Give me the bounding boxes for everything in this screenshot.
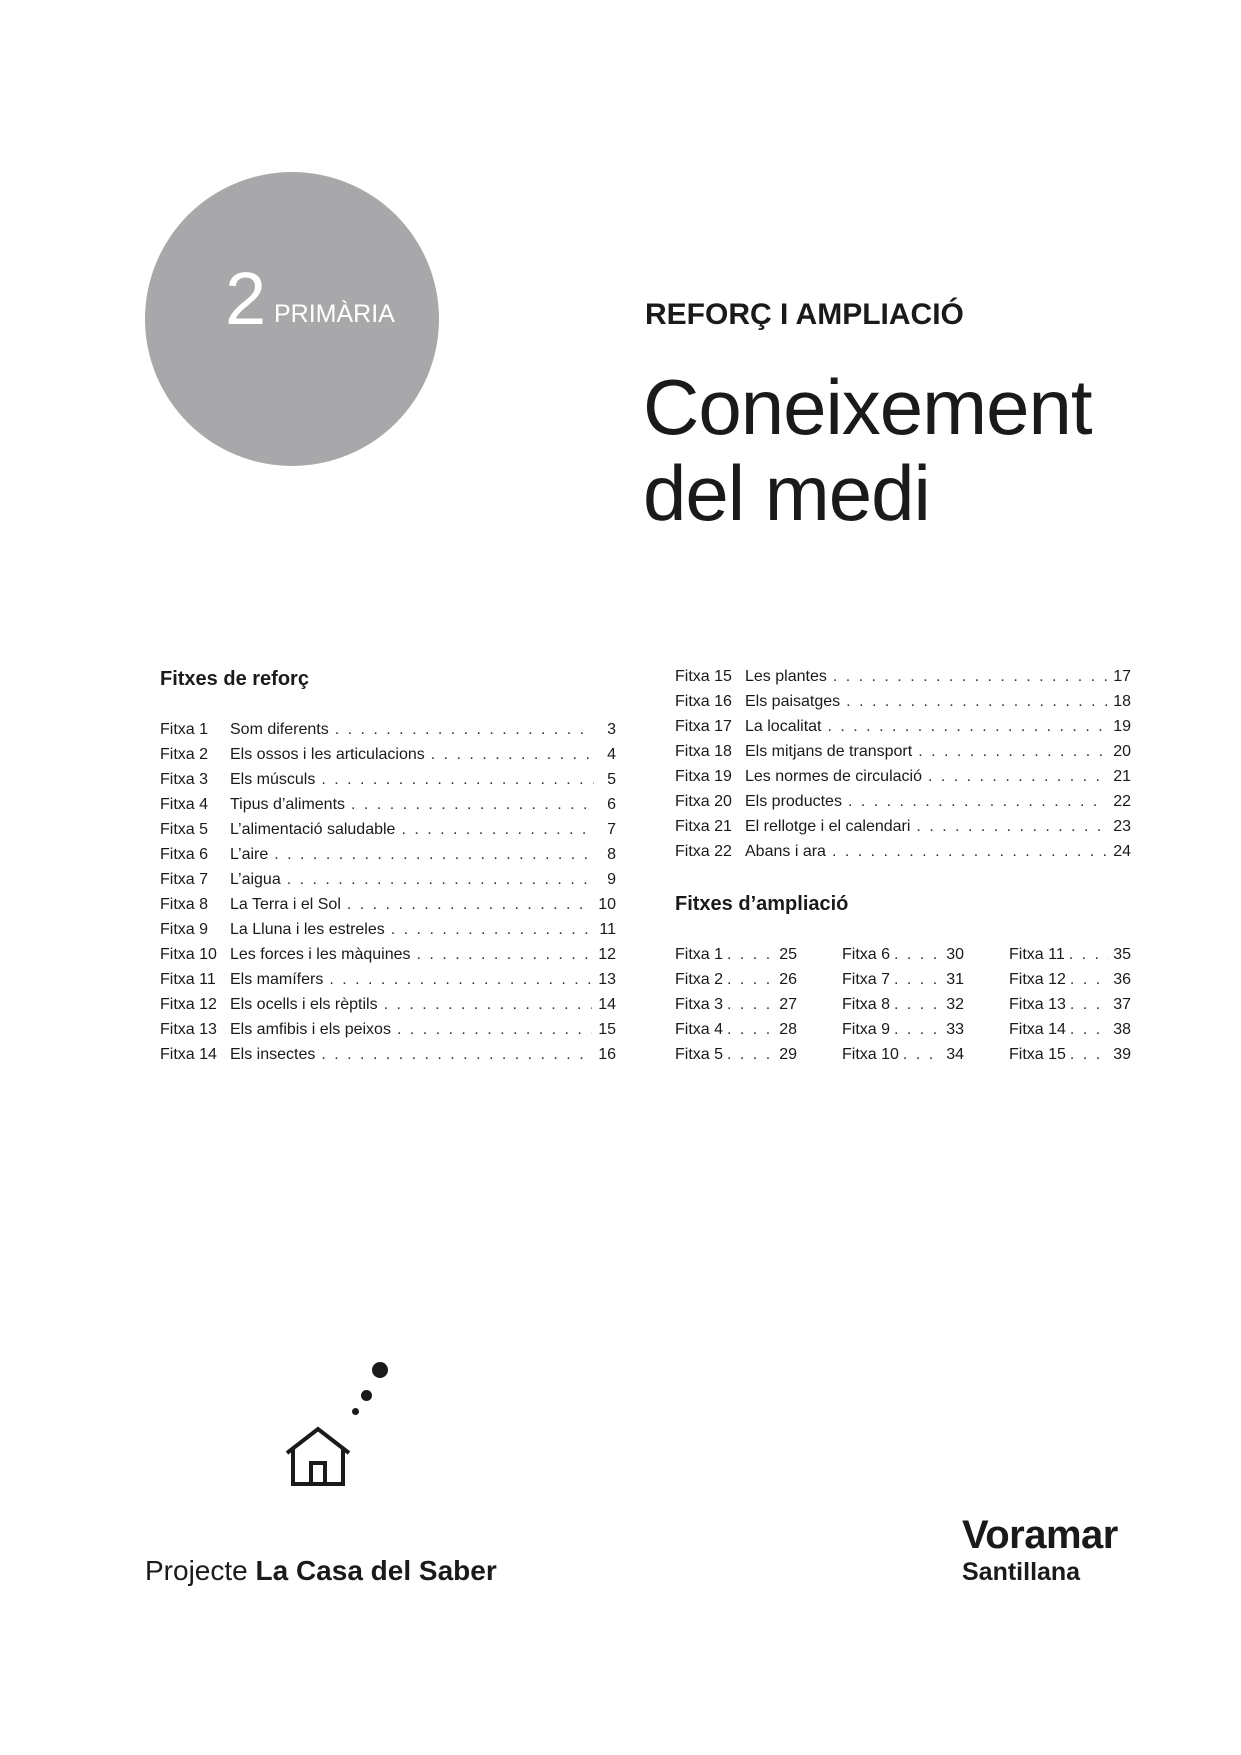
toc-fitxa-number: Fitxa 14 (1009, 1021, 1066, 1038)
toc-row (842, 992, 964, 1017)
toc-fitxa-title: Els productes (745, 793, 842, 810)
toc-fitxa-number: Fitxa 13 (1009, 996, 1066, 1013)
toc-row (842, 1042, 964, 1067)
toc-row (160, 817, 616, 842)
ampliacio-list-col-3 (1009, 942, 1131, 1067)
toc-page-number: 34 (946, 1046, 964, 1063)
toc-row (160, 767, 616, 792)
toc-fitxa-number: Fitxa 14 (160, 1046, 217, 1063)
toc-page-number: 26 (779, 971, 797, 988)
toc-page-number: 15 (598, 1021, 616, 1038)
toc-fitxa-number: Fitxa 19 (675, 768, 732, 785)
toc-row (675, 664, 1131, 689)
toc-row (675, 992, 797, 1017)
toc-page-number: 19 (1113, 718, 1131, 735)
toc-leader-dots (727, 992, 775, 1017)
toc-page-number: 27 (779, 996, 797, 1013)
toc-leader-dots (727, 942, 775, 967)
toc-page-number: 30 (946, 946, 964, 963)
toc-fitxa-number: Fitxa 17 (675, 718, 732, 735)
toc-fitxa-number: Fitxa 13 (160, 1021, 217, 1038)
toc-fitxa-title: Els ossos i les articulacions (230, 746, 425, 763)
toc-row (842, 1017, 964, 1042)
toc-fitxa-title: La Lluna i les estreles (230, 921, 385, 938)
toc-fitxa-number: Fitxa 12 (1009, 971, 1066, 988)
toc-page-number: 29 (779, 1046, 797, 1063)
ampliacio-heading: Fitxes d’ampliació (675, 893, 849, 915)
toc-fitxa-title: Els ocells i els rèptils (230, 996, 378, 1013)
toc-fitxa-title: Els mamífers (230, 971, 324, 988)
book-title (643, 364, 1092, 536)
ampliacio-list-col-1 (675, 942, 797, 1067)
toc-leader-dots (894, 992, 942, 1017)
toc-row (160, 842, 616, 867)
toc-leader-dots (287, 867, 594, 892)
toc-leader-dots (1070, 992, 1109, 1017)
toc-row (675, 714, 1131, 739)
toc-page-number: 25 (779, 946, 797, 963)
toc-fitxa-title: Els insectes (230, 1046, 316, 1063)
toc-leader-dots (918, 739, 1107, 764)
toc-fitxa-number: Fitxa 5 (160, 821, 209, 838)
toc-leader-dots (848, 789, 1107, 814)
toc-leader-dots (384, 992, 593, 1017)
grade-number: 2 (225, 257, 265, 340)
toc-leader-dots (274, 842, 594, 867)
toc-fitxa-number: Fitxa 15 (1009, 1046, 1066, 1063)
logo-dot-large (372, 1362, 388, 1378)
toc-leader-dots (894, 942, 942, 967)
toc-fitxa-number: Fitxa 5 (675, 1046, 724, 1063)
book-title-line-1: Coneixement (643, 363, 1092, 451)
project-prefix: Projecte (145, 1555, 248, 1586)
toc-page-number: 33 (946, 1021, 964, 1038)
toc-row (675, 1017, 797, 1042)
toc-page-number: 18 (1113, 693, 1131, 710)
toc-fitxa-number: Fitxa 15 (675, 668, 732, 685)
toc-row (160, 742, 616, 767)
toc-leader-dots (335, 717, 594, 742)
toc-row (160, 1017, 616, 1042)
toc-page-number: 38 (1113, 1021, 1131, 1038)
toc-fitxa-title: El rellotge i el calendari (745, 818, 911, 835)
toc-row (160, 942, 616, 967)
toc-leader-dots (1069, 942, 1109, 967)
toc-fitxa-number: Fitxa 7 (160, 871, 209, 888)
toc-row (842, 967, 964, 992)
toc-page-number: 31 (946, 971, 964, 988)
toc-row (160, 1042, 616, 1067)
toc-leader-dots (329, 967, 592, 992)
toc-row (675, 814, 1131, 839)
toc-row (160, 967, 616, 992)
toc-fitxa-number: Fitxa 1 (160, 721, 209, 738)
toc-row (675, 689, 1131, 714)
toc-page-number: 35 (1113, 946, 1131, 963)
toc-leader-dots (1070, 967, 1109, 992)
toc-leader-dots (417, 942, 593, 967)
toc-leader-dots (894, 1017, 942, 1042)
toc-fitxa-number: Fitxa 12 (160, 996, 217, 1013)
toc-fitxa-number: Fitxa 2 (160, 746, 209, 763)
toc-fitxa-number: Fitxa 10 (160, 946, 217, 963)
toc-row (842, 942, 964, 967)
toc-row (675, 967, 797, 992)
grade-label: PRIMÀRIA (274, 300, 395, 328)
toc-leader-dots (894, 967, 942, 992)
toc-fitxa-number: Fitxa 3 (160, 771, 209, 788)
toc-row (1009, 967, 1131, 992)
toc-leader-dots (928, 764, 1107, 789)
toc-fitxa-number: Fitxa 1 (675, 946, 724, 963)
house-icon (283, 1425, 353, 1487)
toc-fitxa-title: L’aire (230, 846, 269, 863)
toc-leader-dots (321, 767, 594, 792)
toc-page-number: 3 (607, 721, 616, 738)
toc-page-number: 13 (598, 971, 616, 988)
book-kicker: REFORÇ I AMPLIACIÓ (645, 298, 964, 331)
toc-fitxa-number: Fitxa 7 (842, 971, 891, 988)
toc-leader-dots (846, 689, 1107, 714)
toc-fitxa-title: Tipus d’aliments (230, 796, 346, 813)
toc-fitxa-number: Fitxa 11 (160, 971, 216, 988)
toc-leader-dots (903, 1042, 942, 1067)
toc-row (160, 917, 616, 942)
toc-page-number: 12 (598, 946, 616, 963)
toc-leader-dots (347, 892, 592, 917)
toc-row (1009, 1017, 1131, 1042)
toc-fitxa-number: Fitxa 16 (675, 693, 732, 710)
toc-fitxa-title: Els mitjans de transport (745, 743, 913, 760)
toc-leader-dots (401, 817, 594, 842)
toc-page-number: 7 (607, 821, 616, 838)
toc-fitxa-number: Fitxa 22 (675, 843, 732, 860)
toc-fitxa-number: Fitxa 8 (842, 996, 891, 1013)
logo-dot-small (352, 1408, 359, 1415)
toc-page-number: 23 (1113, 818, 1131, 835)
toc-leader-dots (828, 714, 1108, 739)
reforc-list-right (675, 664, 1131, 864)
toc-row (675, 1042, 797, 1067)
toc-leader-dots (916, 814, 1107, 839)
book-title-line-2: del medi (643, 449, 930, 537)
toc-row (160, 867, 616, 892)
toc-row (675, 789, 1131, 814)
toc-fitxa-title: Els amfibis i els peixos (230, 1021, 391, 1038)
toc-fitxa-number: Fitxa 21 (675, 818, 732, 835)
toc-fitxa-number: Fitxa 3 (675, 996, 724, 1013)
toc-row (160, 792, 616, 817)
toc-fitxa-title: La Terra i el Sol (230, 896, 341, 913)
toc-page-number: 36 (1113, 971, 1131, 988)
toc-leader-dots (1070, 1042, 1109, 1067)
toc-row (160, 717, 616, 742)
logo-dot-medium (361, 1390, 372, 1401)
toc-fitxa-title: Els músculs (230, 771, 316, 788)
toc-row (675, 942, 797, 967)
toc-row (675, 739, 1131, 764)
ampliacio-list-col-2 (842, 942, 964, 1067)
toc-fitxa-title: L’alimentació saludable (230, 821, 396, 838)
toc-page-number: 37 (1113, 996, 1131, 1013)
toc-page-number: 21 (1113, 768, 1131, 785)
toc-leader-dots (351, 792, 594, 817)
toc-leader-dots (727, 1017, 775, 1042)
toc-page-number: 10 (598, 896, 616, 913)
toc-page-number: 32 (946, 996, 964, 1013)
toc-fitxa-number: Fitxa 10 (842, 1046, 899, 1063)
toc-row (160, 992, 616, 1017)
toc-fitxa-title: Les normes de circulació (745, 768, 922, 785)
project-title: La Casa del Saber (255, 1555, 497, 1586)
toc-fitxa-title: Abans i ara (745, 843, 826, 860)
toc-page-number: 16 (598, 1046, 616, 1063)
toc-fitxa-title: Som diferents (230, 721, 329, 738)
toc-fitxa-number: Fitxa 11 (1009, 946, 1065, 963)
reforc-heading: Fitxes de reforç (160, 668, 309, 690)
toc-page-number: 8 (607, 846, 616, 863)
toc-page-number: 22 (1113, 793, 1131, 810)
toc-leader-dots (321, 1042, 592, 1067)
project-name (145, 1557, 497, 1585)
toc-page-number: 6 (607, 796, 616, 813)
toc-fitxa-number: Fitxa 20 (675, 793, 732, 810)
toc-leader-dots (1070, 1017, 1109, 1042)
toc-fitxa-number: Fitxa 6 (160, 846, 209, 863)
toc-page-number: 4 (607, 746, 616, 763)
toc-fitxa-number: Fitxa 4 (160, 796, 209, 813)
toc-fitxa-number: Fitxa 4 (675, 1021, 724, 1038)
toc-fitxa-number: Fitxa 8 (160, 896, 209, 913)
toc-page-number: 17 (1113, 668, 1131, 685)
toc-leader-dots (391, 917, 594, 942)
toc-page-number: 24 (1113, 843, 1131, 860)
publisher-logo: Voramar (962, 1513, 1118, 1557)
toc-leader-dots (431, 742, 594, 767)
toc-row (1009, 942, 1131, 967)
toc-fitxa-number: Fitxa 9 (842, 1021, 891, 1038)
toc-row (675, 839, 1131, 864)
toc-row (160, 892, 616, 917)
toc-fitxa-title: Les plantes (745, 668, 827, 685)
toc-leader-dots (727, 967, 775, 992)
toc-fitxa-title: Els paisatges (745, 693, 841, 710)
toc-fitxa-number: Fitxa 2 (675, 971, 724, 988)
toc-fitxa-number: Fitxa 18 (675, 743, 732, 760)
toc-page-number: 20 (1113, 743, 1131, 760)
toc-row (675, 764, 1131, 789)
toc-leader-dots (832, 839, 1107, 864)
toc-page-number: 5 (607, 771, 616, 788)
toc-row (1009, 992, 1131, 1017)
toc-leader-dots (833, 664, 1107, 689)
toc-fitxa-title: Les forces i les màquines (230, 946, 411, 963)
toc-page-number: 28 (779, 1021, 797, 1038)
toc-fitxa-number: Fitxa 9 (160, 921, 209, 938)
toc-leader-dots (727, 1042, 775, 1067)
toc-page-number: 9 (607, 871, 616, 888)
toc-page-number: 11 (599, 921, 616, 938)
publisher-sub: Santillana (962, 1558, 1081, 1586)
toc-fitxa-title: La localitat (745, 718, 822, 735)
reforc-list-left (160, 717, 616, 1067)
toc-row (1009, 1042, 1131, 1067)
toc-fitxa-title: L’aigua (230, 871, 281, 888)
toc-page-number: 14 (598, 996, 616, 1013)
toc-fitxa-number: Fitxa 6 (842, 946, 891, 963)
toc-page-number: 39 (1113, 1046, 1131, 1063)
toc-leader-dots (397, 1017, 592, 1042)
